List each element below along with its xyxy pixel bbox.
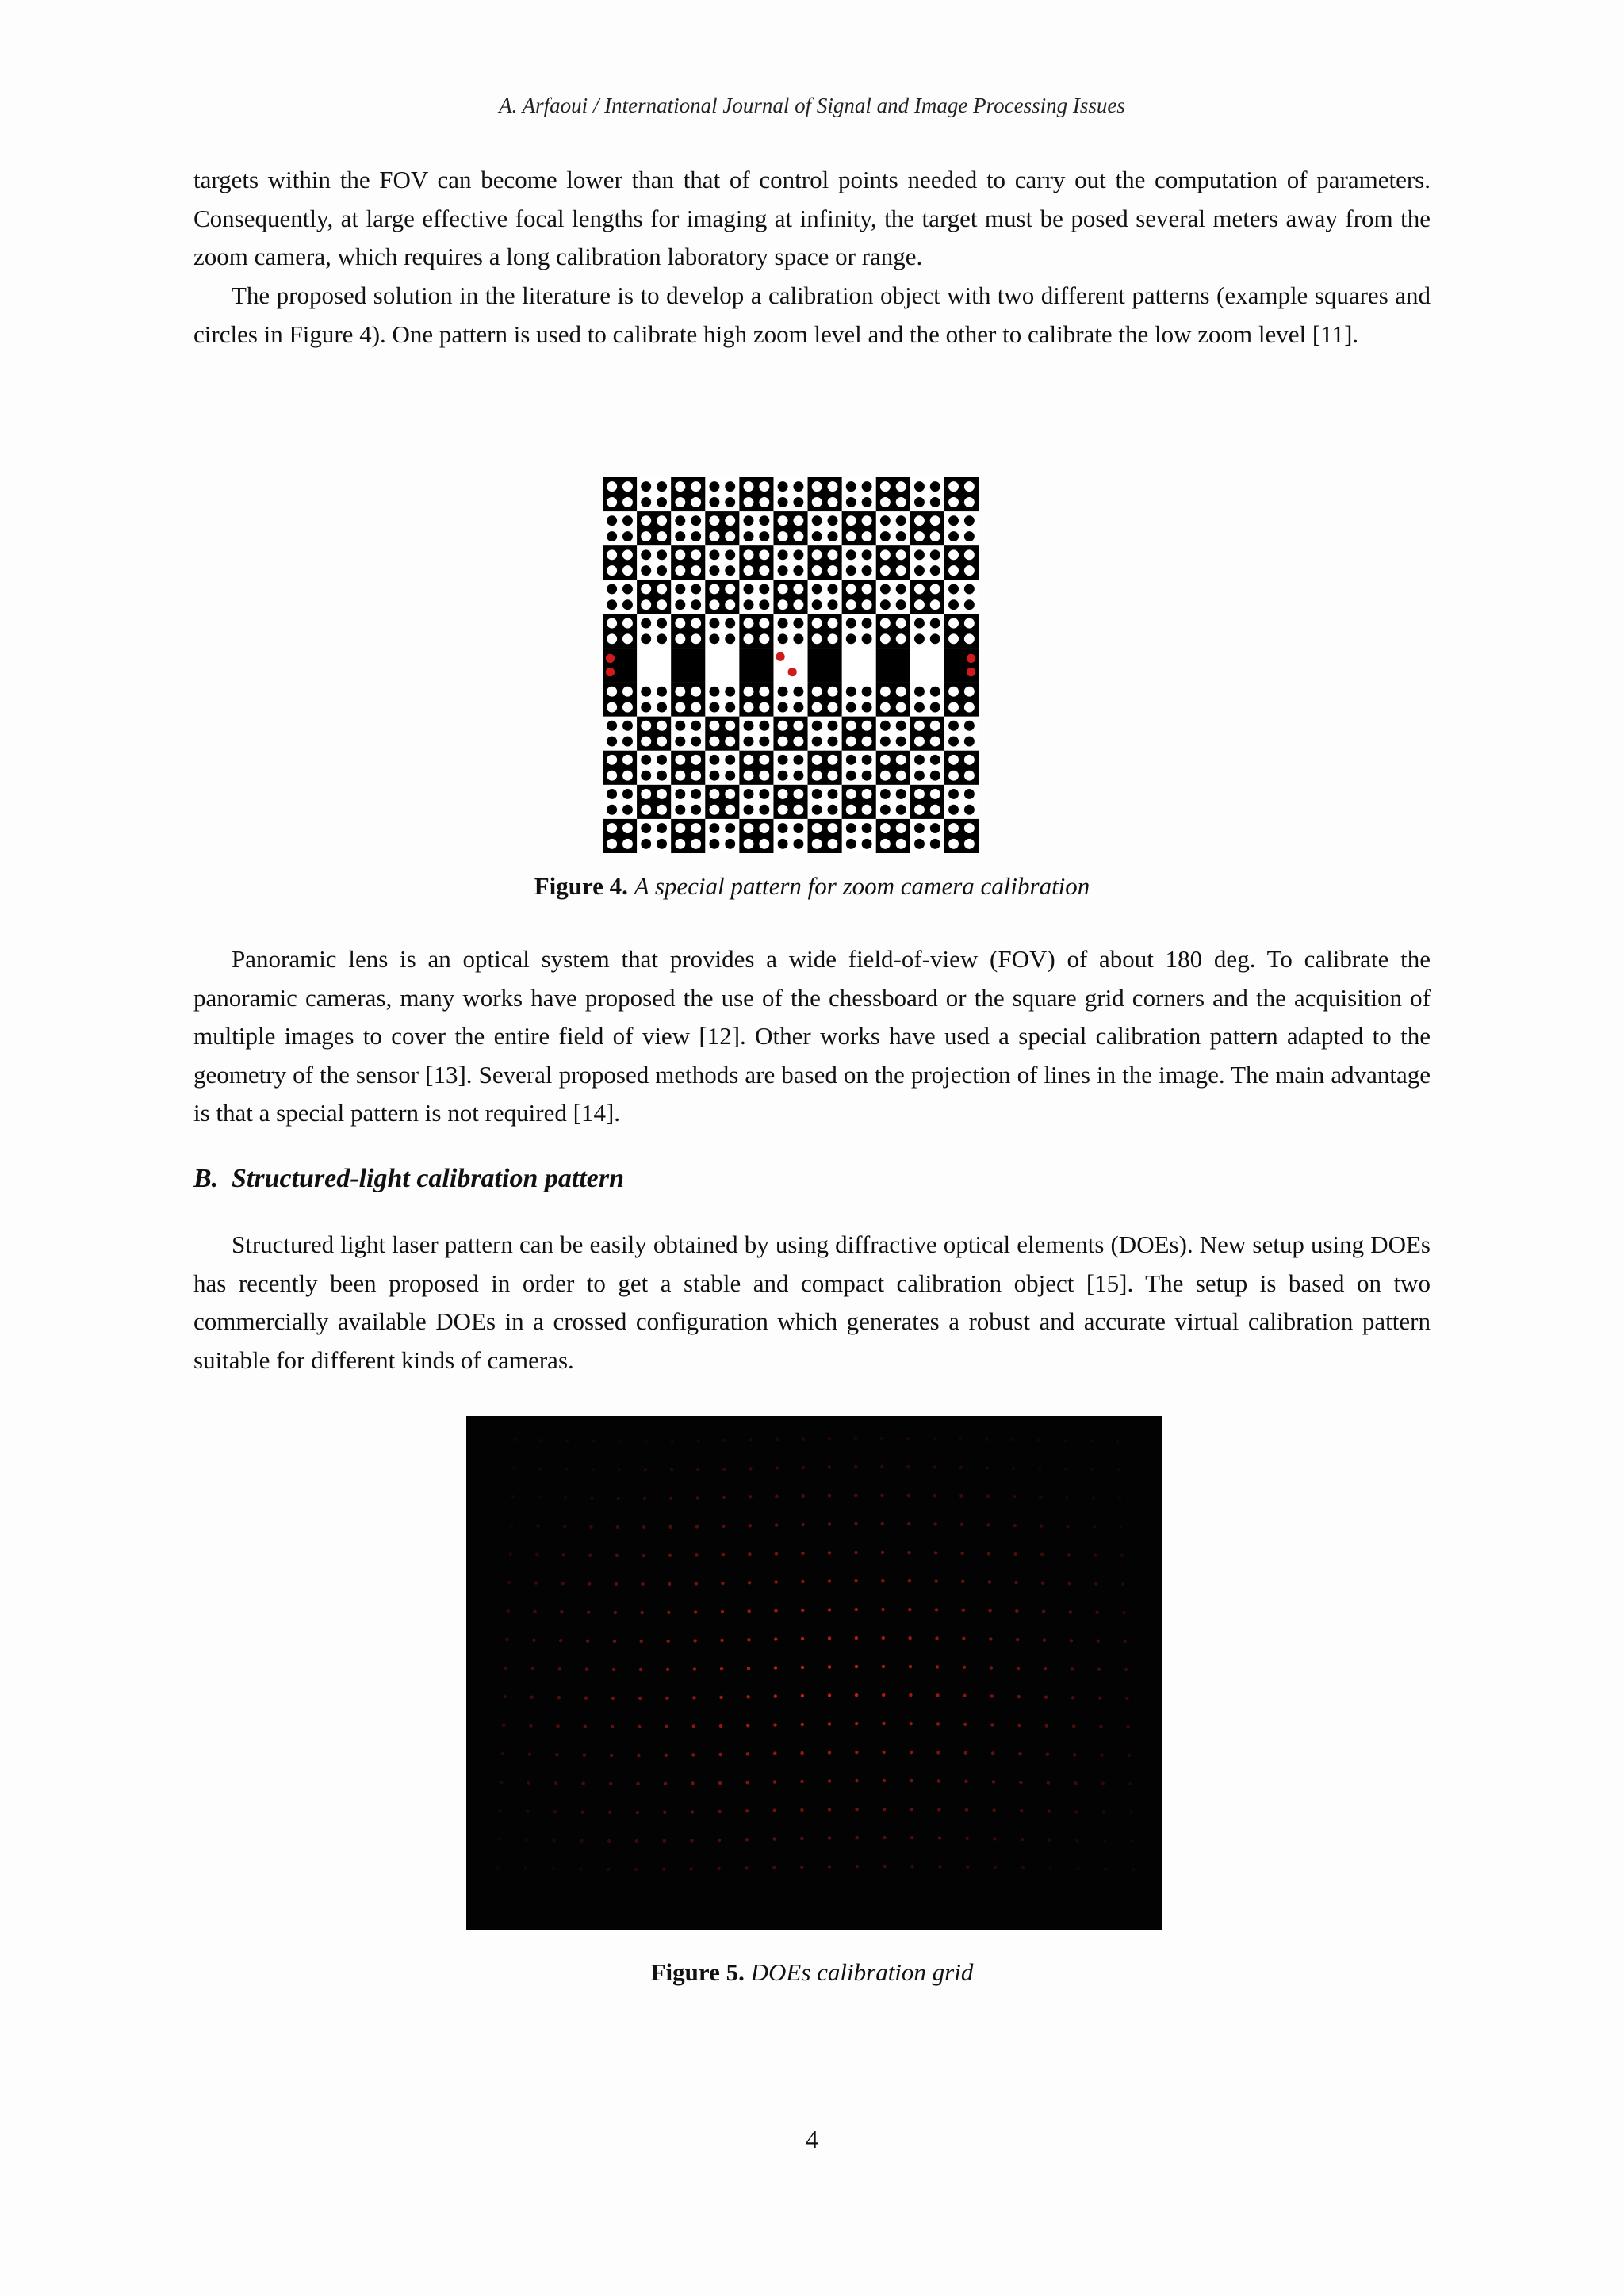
figure-4-caption-text: A special pattern for zoom camera calibration	[634, 872, 1090, 900]
paragraph-1: targets within the FOV can become lower than that of control points needed to carry out the computation of parameters. Consequently, at large effective focal lengths for imaging at infinity, the target must be posed several meters away from the zoom camera, which requires a long calibration laboratory space or range.	[193, 166, 1431, 270]
running-header: A. Arfaoui / International Journal of Signal and Image Processing Issues	[499, 94, 1125, 117]
section-title: Structured-light calibration pattern	[232, 1164, 624, 1193]
figure-4-pattern-image	[603, 477, 979, 853]
paragraph-2: The proposed solution in the literature is to develop a calibration object with two different patterns (example squares and circles in Figure 4). One pattern is used to calibrate high zoom level and the other to calibrate the low zoom level [11].	[193, 281, 1431, 348]
figure-5-caption-text: DOEs calibration grid	[750, 1958, 974, 1986]
figure-5-laser-grid-image	[466, 1416, 1162, 1930]
section-number: B.	[193, 1164, 219, 1193]
figure-5-caption	[0, 1958, 1624, 1987]
section-heading	[193, 1164, 624, 1194]
paragraph-4: Structured light laser pattern can be easily obtained by using diffractive optical elements (DOEs). New setup using DOEs has recently been proposed in order to get a stable and compact calibration object [15]. The setup is based on two commercially available DOEs in a crossed configuration which generates a robust and accurate virtual calibration pattern suitable for different kinds of cameras.	[193, 1230, 1431, 1374]
figure-5-label: Figure 5.	[650, 1958, 745, 1986]
paragraph-3: Panoramic lens is an optical system that provides a wide field-of-view (FOV) of about 180 deg. To calibrate the panoramic cameras, many works have proposed the use of the chessboard or the square grid corners and the acquisition of multiple images to cover the entire field of view [12]. Other works have used a special calibration pattern adapted to the geometry of the sensor [13]. Several proposed methods are based on the projection of lines in the image. The main advantage is that a special pattern is not required [14].	[193, 945, 1431, 1127]
figure-4-caption	[0, 872, 1624, 901]
figure-4-label: Figure 4.	[534, 872, 628, 900]
page-number: 4	[806, 2125, 818, 2153]
